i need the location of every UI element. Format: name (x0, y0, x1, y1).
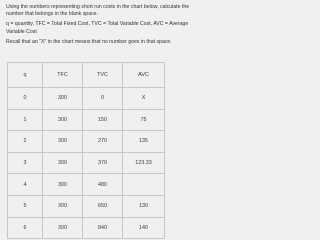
table-row (8, 109, 165, 131)
cell-tvc: 0 (83, 88, 123, 110)
header-q: q (8, 63, 43, 88)
table-row (8, 152, 165, 174)
cell-tvc: 480 (83, 174, 123, 196)
cell-tvc: 370 (83, 152, 123, 174)
table-row (8, 88, 165, 110)
header-tvc: TVC (83, 63, 123, 88)
cell-tfc: 300 (43, 109, 83, 131)
blank-avc-cell (123, 174, 165, 196)
cell-q: 5 (8, 195, 43, 217)
cell-avc: 123.33 (123, 152, 165, 174)
instructions-intro: Using the numbers representing short run costs in the chart below, calculate the number that belongs in the blank space. (6, 4, 190, 18)
table-row (8, 131, 165, 153)
cell-avc: 140 (123, 217, 165, 239)
cell-tfc: 300 (43, 88, 83, 110)
cell-avc: 75 (123, 109, 165, 131)
cost-table (7, 62, 165, 239)
cell-avc: 130 (123, 195, 165, 217)
cell-tvc: 840 (83, 217, 123, 239)
cell-tfc: 300 (43, 152, 83, 174)
cell-tfc: 300 (43, 217, 83, 239)
table-row (8, 174, 165, 196)
cell-tvc: 270 (83, 131, 123, 153)
table-row (8, 195, 165, 217)
cell-q: 6 (8, 217, 43, 239)
cell-q: 2 (8, 131, 43, 153)
header-tfc: TFC (43, 63, 83, 88)
instructions (6, 4, 198, 49)
instructions-definitions: q = quantity, TFC = Total Fixed Cost, TVC = Total Variable Cost, AVC = Average Variable Cost (6, 21, 189, 35)
cell-tvc: 150 (83, 109, 123, 131)
cost-table-container (7, 62, 164, 239)
cell-tfc: 300 (43, 131, 83, 153)
table-header-row (8, 63, 165, 88)
table-row (8, 217, 165, 239)
cell-avc: 135 (123, 131, 165, 153)
cell-q: 1 (8, 109, 43, 131)
cell-tfc: 300 (43, 195, 83, 217)
cell-q: 4 (8, 174, 43, 196)
cell-tvc: 650 (83, 195, 123, 217)
cell-tfc: 300 (43, 174, 83, 196)
instructions-note: Recall that an "X" in the chart means that no number goes in that space. (6, 38, 172, 45)
header-avc: AVC (123, 63, 165, 88)
cell-q: 3 (8, 152, 43, 174)
cell-avc: X (123, 88, 165, 110)
cell-q: 0 (8, 88, 43, 110)
